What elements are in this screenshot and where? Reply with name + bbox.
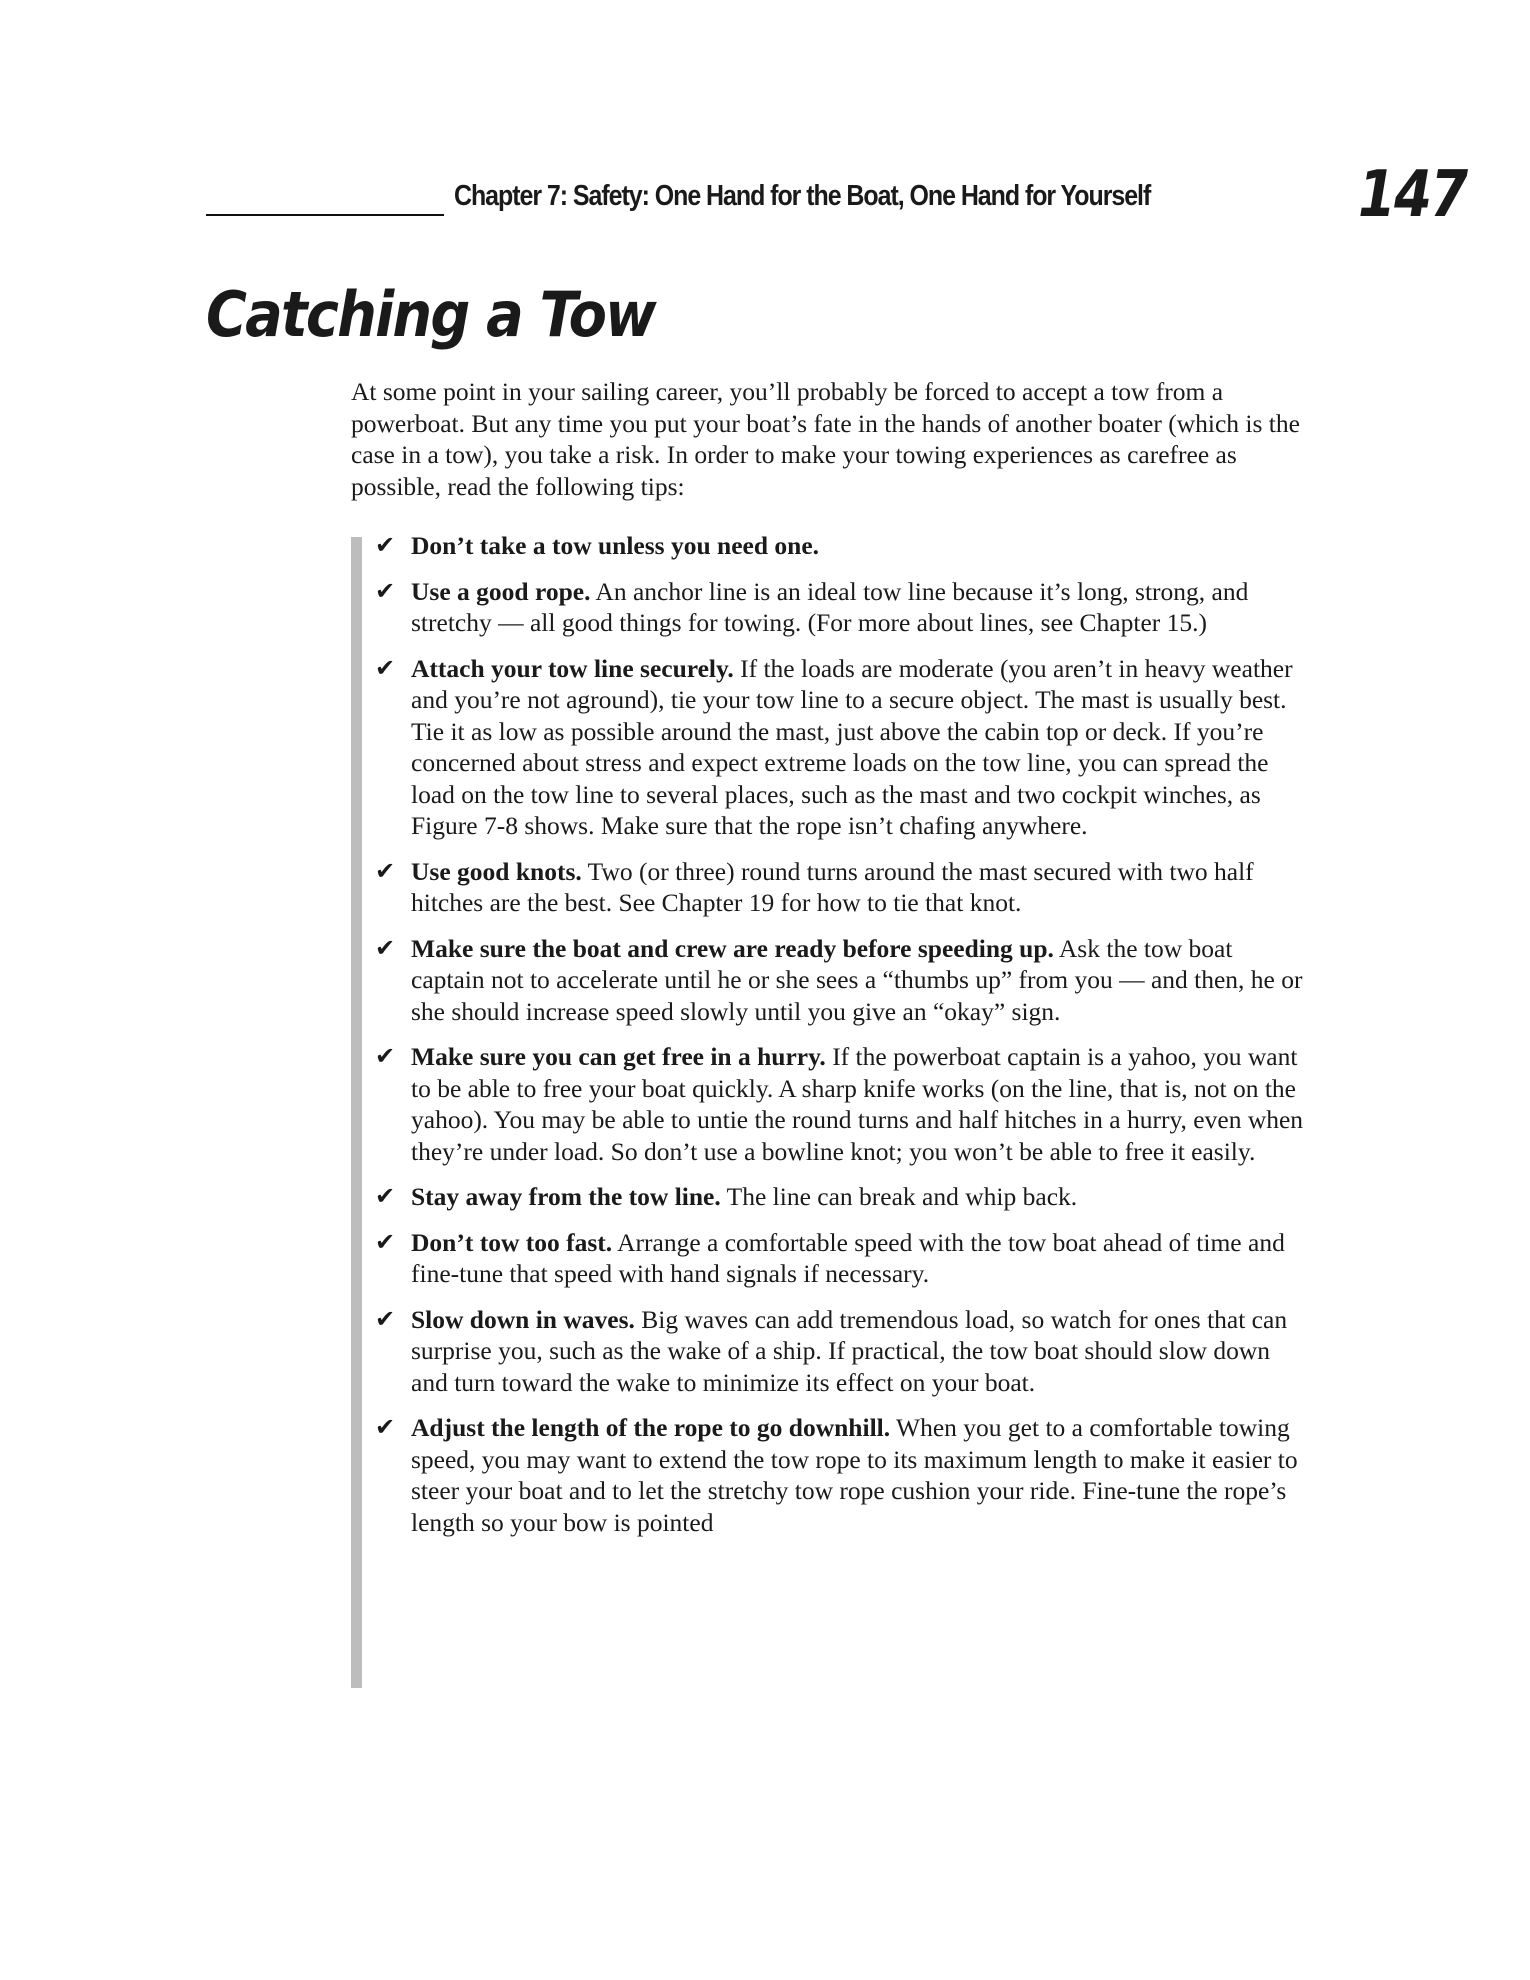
tips-list [375,530,1310,1552]
tip-lead: Make sure you can get free in a hurry. [411,1042,826,1071]
section-title: Catching a Tow [206,278,655,351]
tip-item [375,1041,1310,1167]
checkmark-icon: ✔ [375,531,396,559]
tip-item [375,530,1310,562]
tip-item [375,1412,1310,1538]
checkmark-icon: ✔ [375,653,396,682]
checkmark-icon: ✔ [375,1182,396,1210]
tip-text: When you get to a comfortable towing speed, you may want to extend the tow rope to its maximum length to make it easier to steer your boat and to let the stretchy tow rope cushion your ride. Fine-tune the rope’s length so your bow is pointed [411,1413,1298,1537]
tip-item [375,1304,1310,1399]
tip-lead: Adjust the length of the rope to go downhill. [411,1413,891,1442]
tip-text: An anchor line is an ideal tow line because it’s long, strong, and stretchy — all good things for towing. (For more about lines, see Chapter 15.) [411,576,1249,637]
tip-item [375,653,1310,842]
tip-lead: Use good knots. [411,856,582,886]
tip-text: Ask the tow boat captain not to accelerate until he or she sees a “thumbs up” from you — and then, he or she should increase speed slowly until you give an “okay” sign. [411,933,1303,1026]
tip-lead: Don’t take a tow unless you need one. [411,531,820,560]
tip-text: If the loads are moderate (you aren’t in heavy weather and you’re not aground), tie your tow line to a secure object. The mast is usually best. Tie it as low as possible around the mast, just above the cabin top or deck. If you’re concerned about stress and expect extreme loads on the tow line, you can spread the load on the tow line to several places, such as the mast and two cockpit winches, as Figure 7-8 shows. Make sure that the rope isn’t chafing anywhere. [411,653,1293,840]
tip-lead: Use a good rope. [411,576,591,606]
page-number: 147 [1358,158,1467,232]
list-sidebar-bar [351,537,362,1688]
tip-lead: Stay away from the tow line. [411,1182,721,1211]
tip-text: The line can break and whip back. [720,1182,1078,1211]
tip-lead: Make sure the boat and crew are ready before speeding up. [411,933,1054,963]
checkmark-icon: ✔ [375,1042,396,1070]
checkmark-icon: ✔ [375,1413,396,1441]
tip-text: If the powerboat captain is a yahoo, you want to be able to free your boat quickly. A sharp knife works (on the line, that is, not on the yahoo). You may be able to untie the round turns and half hitches in a hurry, even when they’re under load. So don’t use a bowline knot; you won’t be able to free it easily. [411,1042,1304,1166]
tip-lead: Slow down in waves. [411,1304,635,1334]
tip-item [375,933,1310,1028]
tip-lead: Don’t tow too fast. [411,1227,613,1257]
tip-item [375,1227,1310,1290]
checkmark-icon: ✔ [375,576,396,605]
running-head: Chapter 7: Safety: One Hand for the Boat, One Hand for Yourself [454,180,1151,212]
checkmark-icon: ✔ [375,1304,396,1333]
tip-item [375,576,1310,639]
checkmark-icon: ✔ [375,1227,396,1256]
tip-item [375,1181,1310,1213]
tip-text: Arrange a comfortable speed with the tow boat ahead of time and fine-tune that speed with hand signals if necessary. [411,1227,1285,1288]
checkmark-icon: ✔ [375,856,396,885]
tip-text: Big waves can add tremendous load, so watch for ones that can surprise you, such as the wake of a ship. If practical, the tow boat should slow down and turn toward the wake to minimize its effect on your boat. [411,1304,1288,1397]
checkmark-icon: ✔ [375,933,396,962]
intro-paragraph: At some point in your sailing career, you’ll probably be forced to accept a tow from a powerboat. But any time you put your boat’s fate in the hands of another boater (which is the case in a tow), you take a risk. In order to make your towing experiences as carefree as possible, read the following tips: [351,377,1300,501]
tip-item [375,856,1310,919]
header-rule [206,214,444,216]
tip-lead: Attach your tow line securely. [411,653,734,683]
tip-text: Two (or three) round turns around the mast secured with two half hitches are the best. See Chapter 19 for how to tie that knot. [411,856,1254,917]
